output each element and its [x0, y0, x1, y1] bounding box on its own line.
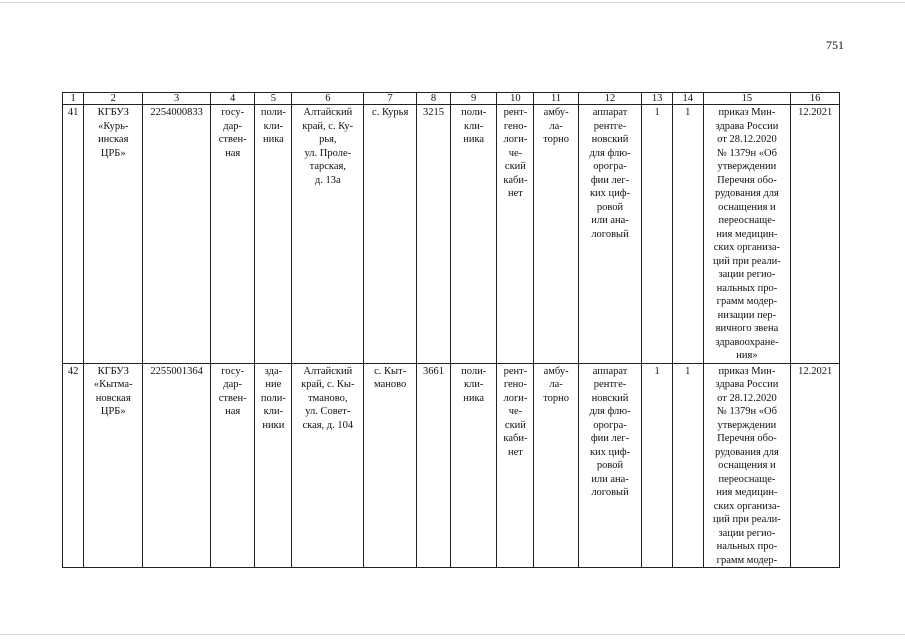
facility-type-cell: поли- кли- ника — [450, 363, 497, 568]
settlement-cell: с. Курья — [364, 105, 417, 364]
care-mode-cell: амбу- ла- торно — [534, 363, 578, 568]
column-number: 8 — [417, 93, 451, 105]
population-cell: 3661 — [417, 363, 451, 568]
date-cell: 12.2021 — [791, 363, 840, 568]
department-cell: рент- гено- логи- че- ский каби- нет — [497, 105, 534, 364]
row-number-cell: 42 — [63, 363, 84, 568]
organization-cell: КГБУЗ «Кытма- новская ЦРБ» — [84, 363, 143, 568]
column-number: 14 — [672, 93, 703, 105]
table-row — [63, 363, 840, 568]
column-number: 11 — [534, 93, 578, 105]
column-number: 9 — [450, 93, 497, 105]
column-number: 16 — [791, 93, 840, 105]
scan-edge-top — [0, 2, 905, 3]
table-row — [63, 105, 840, 364]
page-number: 751 — [826, 38, 844, 52]
settlement-cell: с. Кыт- маново — [364, 363, 417, 568]
row-number-cell: 41 — [63, 105, 84, 364]
basis-document-cell: приказ Мин- здрава России от 28.12.2020 № 1379н «Об утверждении Перечня обо- рудования для оснащения и переоснаще- ния медицин- ских организа- ций при реали- зации регио- нальных про- грамм модер- — [703, 363, 791, 568]
organization-cell: КГБУЗ «Курь- инская ЦРБ» — [84, 105, 143, 364]
quantity-cell: 1 — [672, 105, 703, 364]
column-number: 13 — [642, 93, 673, 105]
building-type-cell: зда- ние поли- кли- ники — [255, 363, 292, 568]
inn-cell: 2254000833 — [143, 105, 211, 364]
column-number: 4 — [210, 93, 254, 105]
department-cell: рент- гено- логи- че- ский каби- нет — [497, 363, 534, 568]
population-cell: 3215 — [417, 105, 451, 364]
date-cell: 12.2021 — [791, 105, 840, 364]
care-mode-cell: амбу- ла- торно — [534, 105, 578, 364]
column-number: 12 — [578, 93, 641, 105]
equipment-registry-table — [62, 92, 840, 568]
quantity-cell: 1 — [642, 105, 673, 364]
column-number: 15 — [703, 93, 791, 105]
scan-edge-bottom — [0, 634, 905, 635]
facility-type-cell: поли- кли- ника — [450, 105, 497, 364]
ownership-cell: госу- дар- ствен- ная — [210, 105, 254, 364]
column-number: 7 — [364, 93, 417, 105]
column-number: 1 — [63, 93, 84, 105]
equipment-cell: аппарат рентге- новский для флю- орогра- фии лег- ких циф- ровой или ана- логовый — [578, 363, 641, 568]
address-cell: Алтайский край, с. Кы- тманово, ул. Совет- ская, д. 104 — [292, 363, 364, 568]
equipment-cell: аппарат рентге- новский для флю- орогра- фии лег- ких циф- ровой или ана- логовый — [578, 105, 641, 364]
quantity-cell: 1 — [672, 363, 703, 568]
column-number-row — [63, 93, 840, 105]
building-type-cell: поли- кли- ника — [255, 105, 292, 364]
basis-document-cell: приказ Мин- здрава России от 28.12.2020 № 1379н «Об утверждении Перечня обо- рудования для оснащения и переоснаще- ния медицин- ских организа- ций при реали- зации регио- нальных про- грамм модер- низации пер- вичного звена здравоохране- ния» — [703, 105, 791, 364]
column-number: 5 — [255, 93, 292, 105]
column-number: 10 — [497, 93, 534, 105]
inn-cell: 2255001364 — [143, 363, 211, 568]
ownership-cell: госу- дар- ствен- ная — [210, 363, 254, 568]
column-number: 2 — [84, 93, 143, 105]
column-number: 3 — [143, 93, 211, 105]
column-number: 6 — [292, 93, 364, 105]
quantity-cell: 1 — [642, 363, 673, 568]
address-cell: Алтайский край, с. Ку- рья, ул. Проле- тарская, д. 13а — [292, 105, 364, 364]
